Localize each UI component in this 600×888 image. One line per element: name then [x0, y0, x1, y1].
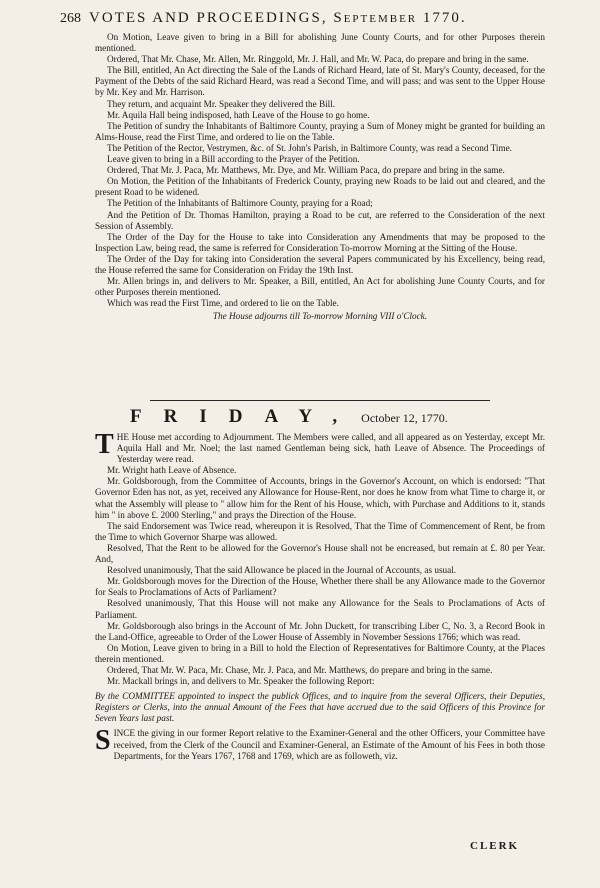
page-number: 268	[60, 11, 81, 26]
paragraph: Mr. Allen brings in, and delivers to Mr. Speaker, a Bill, entitled, An Act for abolishing June County Courts, and for other Purposes therein mentioned.	[95, 276, 545, 298]
paragraph: On Motion, Leave given to bring in a Bill to hold the Election of Representatives for Baltimore County, at the Places therein mentioned.	[95, 642, 545, 664]
paragraph: The said Endorsement was Twice read, whereupon it is Resolved, That the Time of Commencement of Rent, be from the Time to which Governor Sharpe was allowed.	[95, 520, 545, 542]
paragraph: Leave given to bring in a Bill according to the Prayer of the Petition.	[107, 154, 360, 165]
paragraph: Mr. Aquila Hall being indisposed, hath Leave of the House to go home.	[107, 109, 370, 120]
drop-cap: T	[95, 429, 114, 460]
paragraph: Mr. Goldsborough also brings in the Account of Mr. John Duckett, for transcribing Liber C, No. 3, a Record Book in the Land-Office, agreeable to Order of the Lower House of Assembly in November Sessions 1766; which was read.	[95, 620, 545, 642]
proceedings-friday	[95, 429, 545, 762]
paragraph: The Bill, entitled, An Act directing the Sale of the Lands of Richard Heard, late of St. Mary's County, deceased, for the Payment of the Debts of the said Richard Heard, was read a Second Time, and will pass; and was sent to the Upper House by Mr. Key and Mr. Harrison.	[95, 65, 545, 98]
paragraph: The Petition of the Rector, Vestrymen, &c. of St. John's Parish, in Baltimore County, was read a Second Time.	[107, 142, 512, 153]
adjournment-line: The House adjourns till To-morrow Morning VIII o'Clock.	[212, 311, 428, 322]
day-date: October 12, 1770.	[361, 411, 448, 425]
paragraph: Mr. Mackall brings in, and delivers to Mr. Speaker the following Report:	[107, 676, 375, 687]
paragraph: They return, and acquaint Mr. Speaker they delivered the Bill.	[107, 98, 336, 109]
drop-cap: S	[95, 725, 111, 757]
paragraph: And the Petition of Dr. Thomas Hamilton, praying a Road to be cut, are referred to the Consideration of the next Session of Assembly.	[95, 209, 545, 231]
committee-heading: By the COMMITTEE appointed to inspect the publick Offices, and to inquire from the several Officers, their Deputies, Registers or Clerks, into the annual Amount of the Fees that have accrued due to the said Officers of this Province for Seven Years last past.	[95, 691, 545, 724]
day-heading	[130, 406, 530, 428]
paragraph: Resolved unanimously, That this House will not make any Allowance for the Seals to Proclamations of Acts of Parliament.	[95, 598, 545, 620]
paragraph: On Motion, the Petition of the Inhabitants of Frederick County, praying new Roads to be laid out and cleared, and the present Road to be widened.	[95, 176, 545, 198]
opening-paragraph	[95, 429, 545, 465]
paragraph: Resolved unanimously, That the said Allowance be placed in the Journal of Accounts, as usual.	[107, 565, 457, 576]
paragraph: The Petition of sundry the Inhabitants of Baltimore County, praying a Sum of Money might be granted for building an Alms-House, read the First Time, and ordered to lie on the Table.	[95, 120, 545, 142]
report-paragraph	[95, 725, 545, 761]
paragraph: Ordered, That Mr. W. Paca, Mr. Chase, Mr. J. Paca, and Mr. Matthews, do prepare and bring in the same.	[107, 664, 493, 675]
paragraph: The Order of the Day for the House to take into Consideration any Amendments that may be proposed to the Inspection Law, being read, the same is referred for Consideration To-morrow Morning at the Sitting of the House.	[95, 231, 545, 253]
running-title: VOTES AND PROCEEDINGS, September 1770.	[89, 10, 467, 26]
paragraph: Mr. Goldsborough, from the Committee of Accounts, brings in the Governor's Account, on which is endorsed: "That Governor Eden has not, as yet, received any Allowance for House-Rent, nor does he know from what Time to charge it, or what the Assembly will please to " allow him for the Rent of his House, which, with Purchase and Additions to it, stands him " in above £. 2000 Sterling," and prays the Direction of the House.	[95, 476, 545, 520]
page-header	[60, 10, 580, 27]
paragraph: Resolved, That the Rent to be allowed for the Governor's House shall not be encreased, but remain at £. 80 per Year. And,	[95, 542, 545, 565]
paragraph: On Motion, Leave given to bring in a Bill for abolishing June County Courts, and for other Purposes therein mentioned.	[95, 32, 545, 54]
report-text: INCE the giving in our former Report relative to the Examiner-General and the other Officers, your Committee have received, from the Clerk of the Council and Examiner-General, an Estimate of the Amount of his Fees in both those Departments, for the Years 1767, 1768 and 1769, which are as followeth, viz.	[113, 728, 545, 761]
day-name: FRIDAY,	[130, 406, 360, 427]
paragraph: Mr. Goldsborough moves for the Direction of the House, Whether there shall be any Allowance made to the Governor for Seals to Proclamations of Acts of Parliament?	[95, 576, 545, 598]
proceedings-previous-day	[95, 32, 545, 322]
catchword: CLERK	[470, 840, 520, 852]
paragraph: The Order of the Day for taking into Consideration the several Papers communicated by his Excellency, being read, the House referred the same for Consideration on Friday the 19th Inst.	[95, 253, 545, 275]
paragraph: Ordered, That Mr. J. Paca, Mr. Matthews, Mr. Dye, and Mr. William Paca, do prepare and bring in the same.	[107, 165, 505, 176]
section-divider	[150, 400, 490, 401]
paragraph: The Petition of the Inhabitants of Baltimore County, praying for a Road;	[107, 198, 373, 209]
paragraph: Which was read the First Time, and ordered to lie on the Table.	[107, 298, 339, 309]
paragraph: Ordered, That Mr. Chase, Mr. Allen, Mr. Ringgold, Mr. J. Hall, and Mr. W. Paca, do prepare and bring in the same.	[107, 54, 529, 65]
paragraph: Mr. Wright hath Leave of Absence.	[107, 465, 237, 476]
opening-text: HE House met according to Adjournment. The Members were called, and all appeared as on Yesterday, except Mr. Aquila Hall and Mr. Noel; the last named Gentleman being sick, hath Leave of Absence. The Proceedings of Yesterday were read.	[116, 432, 545, 465]
